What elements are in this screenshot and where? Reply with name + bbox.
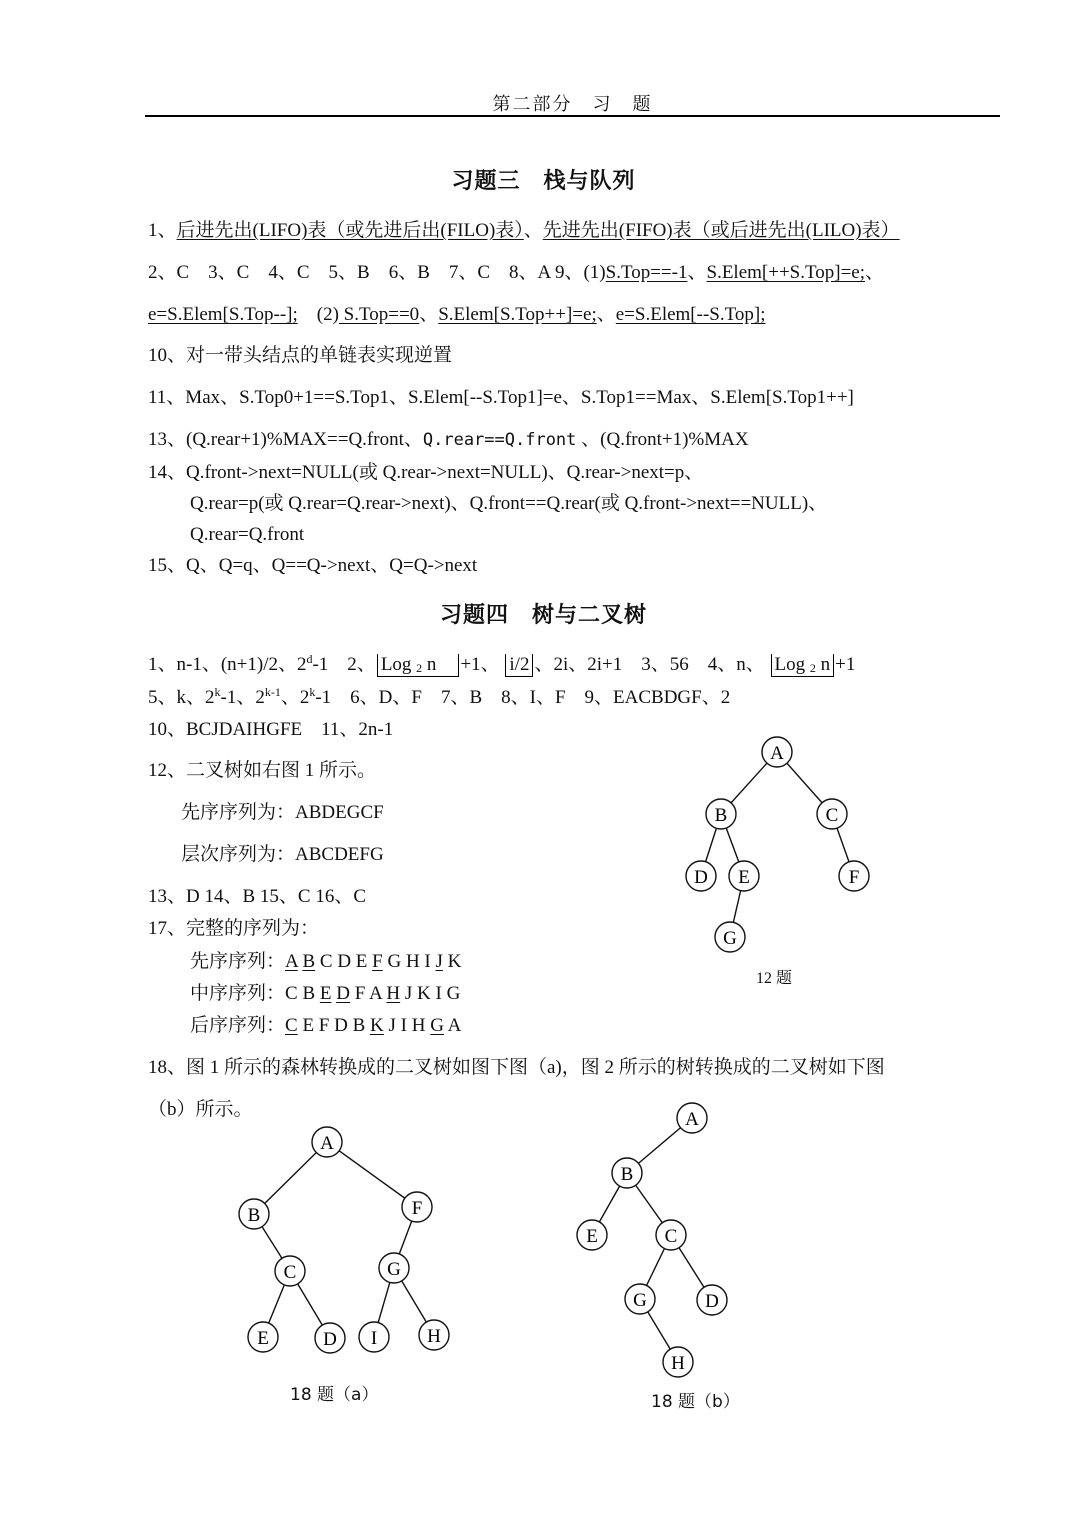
sequence-text: C D E [315,951,373,972]
superscript: d [306,652,313,666]
answer-4-12-levelorder: 层次序列为：ABCDEFG [181,844,384,865]
answer-text: +1、 [460,654,505,675]
answer-4-17: 17、完整的序列为： [148,918,320,939]
answer-blank: S.Elem[S.Top++]=e; [438,304,597,325]
svg-text:F: F [848,867,860,888]
answer-text: 13、(Q.rear+1)%MAX==Q.front、 [148,429,423,450]
answer-text: -1、2 [220,687,265,708]
svg-text:D: D [694,867,708,888]
answer-3-9-cont [148,303,766,327]
tree-node [625,1284,655,1314]
answer-3-15: 15、Q、Q=q、Q==Q->next、Q=Q->next [148,555,478,576]
running-head: 第二部分 习 题 [492,94,653,114]
svg-text:F: F [411,1198,423,1219]
sequence-text: K [442,951,462,972]
answer-4-18-line2: （b）所示。 [148,1099,253,1120]
separator: 、 [596,304,616,325]
answer-4-13-16: 13、D 14、B 15、C 16、C [148,886,366,907]
svg-text:H: H [671,1353,685,1374]
tree-node [817,799,847,829]
separator: 、 [419,304,439,325]
superscript: k-1 [264,685,281,699]
svg-text:A: A [320,1133,334,1154]
svg-text:G: G [633,1290,647,1311]
answer-blank: J [435,951,443,972]
tree-node [379,1253,409,1283]
answer-blank: S.Top==-1 [605,262,688,283]
svg-text:B: B [714,805,728,826]
answer-blank: K [370,1015,384,1036]
answer-4-17-preorder [190,950,461,974]
tree-node [402,1192,432,1222]
answer-text: (2) [297,304,339,325]
svg-text:G: G [723,928,737,949]
separator: 、 [865,262,885,283]
svg-text:C: C [825,805,839,826]
answer-4-1-4 [148,653,855,677]
answer-blank: 先进先出(FIFO)表（或后进先出(LILO)表） [542,220,900,241]
figure-12-tree [670,730,900,960]
tree-node [312,1127,342,1157]
sequence-label: 中序序列： [190,983,286,1004]
floor-text: Log [380,654,417,675]
tree-node [729,861,759,891]
answer-text: 、(Q.front+1)%MAX [576,429,749,450]
sequence-text: G H I [382,951,436,972]
answer-text: 2、C 3、C 4、C 5、B 6、B 7、C 8、A 9、(1) [148,262,606,283]
answer-blank: S.Elem[++S.Top]=e; [706,262,866,283]
sequence-text: F A [349,983,387,1004]
svg-text:B: B [620,1164,634,1185]
tree-node [275,1256,305,1286]
answer-code: Q.rear==Q.front [422,430,577,450]
figure-18a-tree [230,1120,470,1360]
answer-4-17-inorder [190,982,460,1006]
answer-4-10-11: 10、BCJDAIHGFE 11、2n-1 [148,719,394,740]
floor-text: Log [774,654,810,675]
section-3-title: 习题三 栈与队列 [451,168,636,193]
svg-text:G: G [387,1259,401,1280]
separator: 、 [687,262,707,283]
answer-3-1 [148,219,900,243]
floor-bracket [377,654,460,677]
svg-text:E: E [738,867,750,888]
answer-text: +1 [835,654,856,675]
answer-3-10: 10、对一带头结点的单链表实现逆置 [148,345,453,366]
floor-text: i/2 [509,654,530,675]
answer-3-13 [148,428,749,452]
answer-blank: e=S.Elem[S.Top--]; [148,304,298,325]
tree-node [677,1103,707,1133]
answer-4-5-9 [148,686,730,710]
figure-18b-caption: 18 题（b） [651,1392,740,1412]
answer-3-14-line3: Q.rear=Q.front [190,524,305,545]
answer-num: 1、 [148,220,177,241]
tree-node [315,1323,345,1353]
svg-text:D: D [323,1329,337,1350]
figure-18b-tree [570,1098,750,1383]
answer-3-14-line1: 14、Q.front->next=NULL(或 Q.rear->next=NULL)、Q.rear->next=p、 [148,462,704,483]
answer-blank: B [302,951,316,972]
svg-text:C: C [664,1226,678,1247]
section-4-title: 习题四 树与二叉树 [439,602,647,627]
tree-node [715,922,745,952]
sequence-label: 后序序列： [190,1015,286,1036]
superscript: k [309,685,316,699]
answer-blank: S.Top==0 [338,304,420,325]
subscript: 2 [809,661,816,675]
subscript: 2 [416,661,423,675]
sequence-label: 先序序列： [190,951,286,972]
tree-node [419,1320,449,1350]
answer-blank: A [285,951,298,972]
answer-text: 、2 [280,687,310,708]
answer-blank: E [319,983,332,1004]
answer-text: 5、k、2 [148,687,215,708]
figure-12-caption: 12 题 [756,970,793,987]
tree-node [612,1158,642,1188]
sequence-text: J I H [383,1015,431,1036]
header-rule [145,115,1000,117]
answer-3-14-line2: Q.rear=p(或 Q.rear=Q.rear->next)、Q.front==Q.rear(或 Q.front->next==NULL)、 [190,493,828,514]
answer-text: 1、n-1、(n+1)/2、2 [148,654,307,675]
answer-blank: D [336,983,350,1004]
answer-4-12-preorder: 先序序列为：ABDEGCF [181,802,384,823]
svg-text:E: E [586,1226,598,1247]
answer-blank: 后进先出(LIFO)表（或先进后出(FILO)表） [176,220,524,241]
svg-text:H: H [427,1326,441,1347]
tree-node [706,799,736,829]
tree-node [663,1347,693,1377]
tree-node [239,1199,269,1229]
svg-text:A: A [770,743,784,764]
answer-text: 、2i、2i+1 3、56 4、n、 [534,654,770,675]
answer-blank: e=S.Elem[--S.Top]; [615,304,766,325]
answer-blank: F [372,951,383,972]
floor-text: n [422,654,456,675]
tree-node [577,1220,607,1250]
floor-bracket [505,654,533,677]
answer-3-11: 11、Max、S.Top0+1==S.Top1、S.Elem[--S.Top1]=e、S.Top1==Max、S.Elem[S.Top1++] [148,387,854,408]
sequence-text: E F D B [297,1015,371,1036]
svg-text:C: C [283,1262,297,1283]
sequence-text: J K I G [400,983,461,1004]
tree-node [359,1322,389,1352]
svg-text:E: E [257,1328,269,1349]
answer-blank: G [430,1015,444,1036]
floor-text: n [815,654,831,675]
tree-node [697,1285,727,1315]
tree-node [762,737,792,767]
separator: 、 [523,220,543,241]
answer-4-12: 12、二叉树如右图 1 所示。 [148,760,377,781]
tree-node [248,1322,278,1352]
answer-text: -1 6、D、F 7、B 8、I、F 9、EACBDGF、2 [315,687,731,708]
floor-bracket [771,654,835,677]
answer-blank: H [386,983,401,1004]
tree-node [686,861,716,891]
answer-text: -1 2、 [312,654,376,675]
tree-node [656,1220,686,1250]
figure-18a-caption: 18 题（a） [290,1385,379,1405]
svg-text:I: I [370,1328,378,1349]
answer-4-18-line1: 18、图 1 所示的森林转换成的二叉树如图下图（a)，图 2 所示的树转换成的二叉树如下图 [148,1057,885,1078]
tree-node [839,861,869,891]
answer-blank: C [285,1015,298,1036]
svg-text:A: A [685,1109,699,1130]
answer-4-17-postorder [190,1014,461,1038]
sequence-text: A [443,1015,462,1036]
svg-text:B: B [247,1205,261,1226]
sequence-text: C B [285,983,320,1004]
tree-edge [327,1142,417,1207]
answer-3-2-9 [148,261,884,285]
superscript: k [214,685,221,699]
svg-text:D: D [705,1291,719,1312]
